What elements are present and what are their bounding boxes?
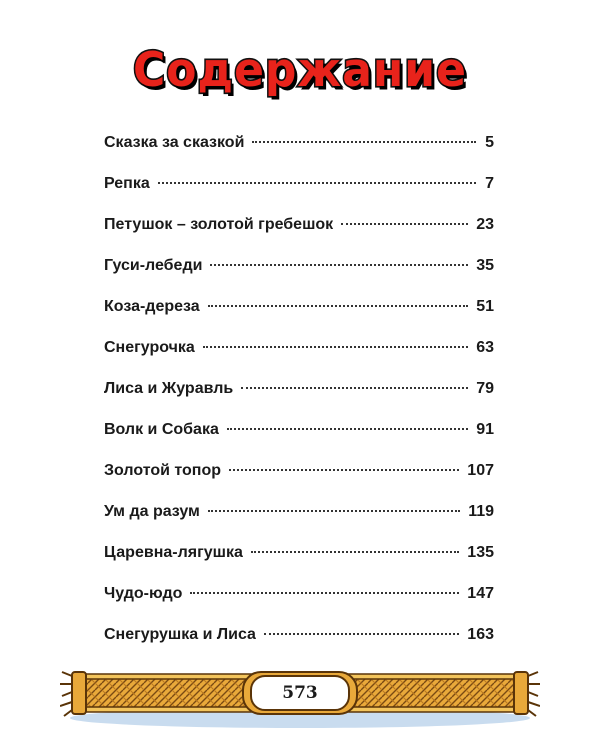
toc-entry-title: Волк и Собака [104, 421, 219, 438]
toc-entry[interactable] [104, 573, 494, 614]
dot-leader [208, 510, 460, 512]
toc-entry[interactable] [104, 327, 494, 368]
dot-leader [190, 592, 459, 594]
toc-entry-page: 147 [467, 585, 494, 602]
toc-entry-title: Лиса и Журавль [104, 380, 234, 397]
toc-entry[interactable] [104, 532, 494, 573]
toc-entry-title: Репка [104, 175, 150, 192]
toc-entry[interactable] [104, 204, 494, 245]
toc-entry-page: 35 [476, 257, 494, 274]
toc-entry-title: Ум да разум [104, 503, 200, 520]
decorative-footer-band [60, 662, 540, 732]
dot-leader [229, 469, 459, 471]
toc-entry-title: Гуси-лебеди [104, 257, 203, 274]
toc-entry-title: Коза-дереза [104, 298, 200, 315]
toc-entry-page: 63 [476, 339, 494, 356]
toc-entry-page: 51 [476, 298, 494, 315]
toc-entry[interactable] [104, 409, 494, 450]
dot-leader [251, 551, 459, 553]
toc-entry[interactable] [104, 614, 494, 655]
toc-entry-title: Сказка за сказкой [104, 134, 245, 151]
toc-entry-page: 5 [485, 134, 494, 151]
toc-entry[interactable] [104, 368, 494, 409]
page-number: 573 [282, 683, 318, 703]
dot-leader [158, 182, 476, 184]
toc-entry-page: 119 [468, 503, 494, 520]
toc-entry[interactable] [104, 122, 494, 163]
dot-leader [203, 346, 468, 348]
toc-entry-title: Золотой топор [104, 462, 222, 479]
dot-leader [252, 141, 476, 143]
dot-leader [241, 387, 468, 389]
toc-entry[interactable] [104, 450, 494, 491]
title-area [0, 30, 600, 110]
toc-entry[interactable] [104, 286, 494, 327]
dot-leader [264, 633, 459, 635]
toc-entry-page: 23 [476, 216, 494, 233]
toc-entry-page: 79 [476, 380, 494, 397]
toc-entry-page: 107 [467, 462, 494, 479]
toc-entry-page: 135 [467, 544, 494, 561]
toc-entry-title: Чудо-юдо [104, 585, 183, 602]
dot-leader [210, 264, 468, 266]
toc-entry-title: Снегурушка и Лиса [104, 626, 256, 643]
toc-entry-page: 91 [476, 421, 494, 438]
toc-entry-title: Петушок – золотой гребешок [104, 216, 334, 233]
toc-entry-title: Снегурочка [104, 339, 195, 356]
toc-entry[interactable] [104, 245, 494, 286]
dot-leader [208, 305, 469, 307]
page-title: Содержание [133, 42, 467, 98]
toc-entry-title: Царевна-лягушка [104, 544, 243, 561]
dot-leader [341, 223, 468, 225]
toc-entry[interactable] [104, 491, 494, 532]
table-of-contents [104, 122, 494, 655]
toc-entry-page: 163 [467, 626, 494, 643]
dot-leader [227, 428, 468, 430]
toc-entry-page: 7 [485, 175, 494, 192]
toc-entry[interactable] [104, 163, 494, 204]
